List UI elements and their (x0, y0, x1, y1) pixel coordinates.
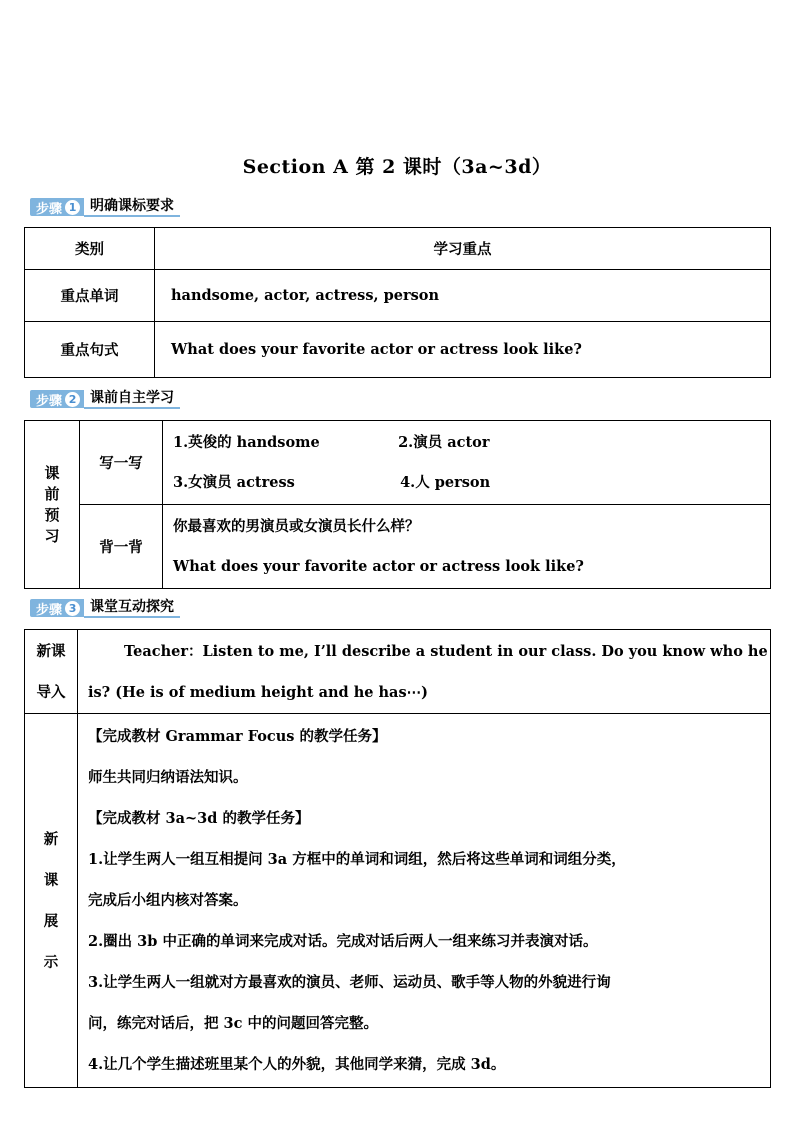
step-badge (30, 198, 84, 216)
show-line: 3.让学生两人一组就对方最喜欢的演员、老师、运动员、歌手等人物的外貌进行询 (88, 974, 611, 991)
table-row (25, 421, 771, 505)
table-row (25, 505, 771, 589)
vocab-item: 4.人 person (400, 473, 491, 491)
requirements-table (24, 227, 771, 378)
recite-line: 你最喜欢的男演员或女演员长什么样？ (173, 517, 420, 535)
preview-side-label: 课 前 预 习 (25, 421, 80, 589)
vocab-item: 1.英俊的 handsome (173, 433, 320, 451)
page-title: Section A 第 2 课时（3a~3d） (242, 156, 552, 178)
show-line: 4.让几个学生描述班里某个人的外貌，其他同学来猜，完成 3d。 (88, 1056, 506, 1073)
step-prefix: 步骤 (36, 393, 63, 409)
row-label: 重点句式 (25, 322, 155, 378)
vocab-item: 2.演员 actor (398, 433, 490, 451)
header-focus: 学习重点 (155, 228, 771, 270)
intro-content (78, 630, 771, 714)
vocab-item: 3.女演员 actress (173, 473, 295, 491)
table-row (25, 270, 771, 322)
recite-content (163, 505, 771, 589)
table-header-row (25, 228, 771, 270)
step-badge (30, 599, 84, 617)
intro-line: is? (He is of medium height and he has⋯) (88, 683, 428, 701)
step-number: 1 (65, 200, 80, 215)
step-prefix: 步骤 (36, 602, 63, 618)
show-content (78, 714, 771, 1088)
table-row (25, 322, 771, 378)
show-line: 师生共同归纳语法知识。 (88, 769, 248, 786)
show-line: 2.圈出 3b 中正确的单词来完成对话。完成对话后两人一组来练习并表演对话。 (88, 933, 598, 950)
preview-table (24, 420, 771, 589)
step-title: 明确课标要求 (84, 197, 180, 217)
write-label: 写一写 (80, 421, 163, 505)
step-title: 课堂互动探究 (84, 598, 180, 618)
step-2-heading (30, 389, 180, 409)
row-label: 重点单词 (25, 270, 155, 322)
write-content (163, 421, 771, 505)
show-line: 【完成教材 Grammar Focus 的教学任务】 (88, 728, 387, 745)
step-3-heading (30, 598, 180, 618)
step-number: 3 (65, 601, 80, 616)
step-title: 课前自主学习 (84, 389, 180, 409)
intro-line: Teacher：Listen to me, I’ll describe a student in our class. Do you know who he (124, 642, 768, 660)
header-category: 类别 (25, 228, 155, 270)
recite-line: What does your favorite actor or actress look like? (173, 557, 584, 575)
show-line: 1.让学生两人一组互相提问 3a 方框中的单词和词组，然后将这些单词和词组分类， (88, 851, 626, 868)
step-1-heading (30, 197, 180, 217)
recite-label: 背一背 (80, 505, 163, 589)
step-number: 2 (65, 392, 80, 407)
intro-label: 新课 导入 (25, 630, 78, 714)
row-value: handsome, actor, actress, person (155, 270, 771, 322)
show-label: 新 课 展 示 (25, 714, 78, 1088)
show-line: 【完成教材 3a~3d 的教学任务】 (88, 810, 310, 827)
show-line: 问，练完对话后，把 3c 中的问题回答完整。 (88, 1015, 379, 1032)
step-prefix: 步骤 (36, 201, 63, 217)
step-badge (30, 390, 84, 408)
classroom-table (24, 629, 771, 1088)
show-line: 完成后小组内核对答案。 (88, 892, 248, 909)
table-row (25, 714, 771, 1088)
table-row (25, 630, 771, 714)
row-value: What does your favorite actor or actress look like? (155, 322, 771, 378)
